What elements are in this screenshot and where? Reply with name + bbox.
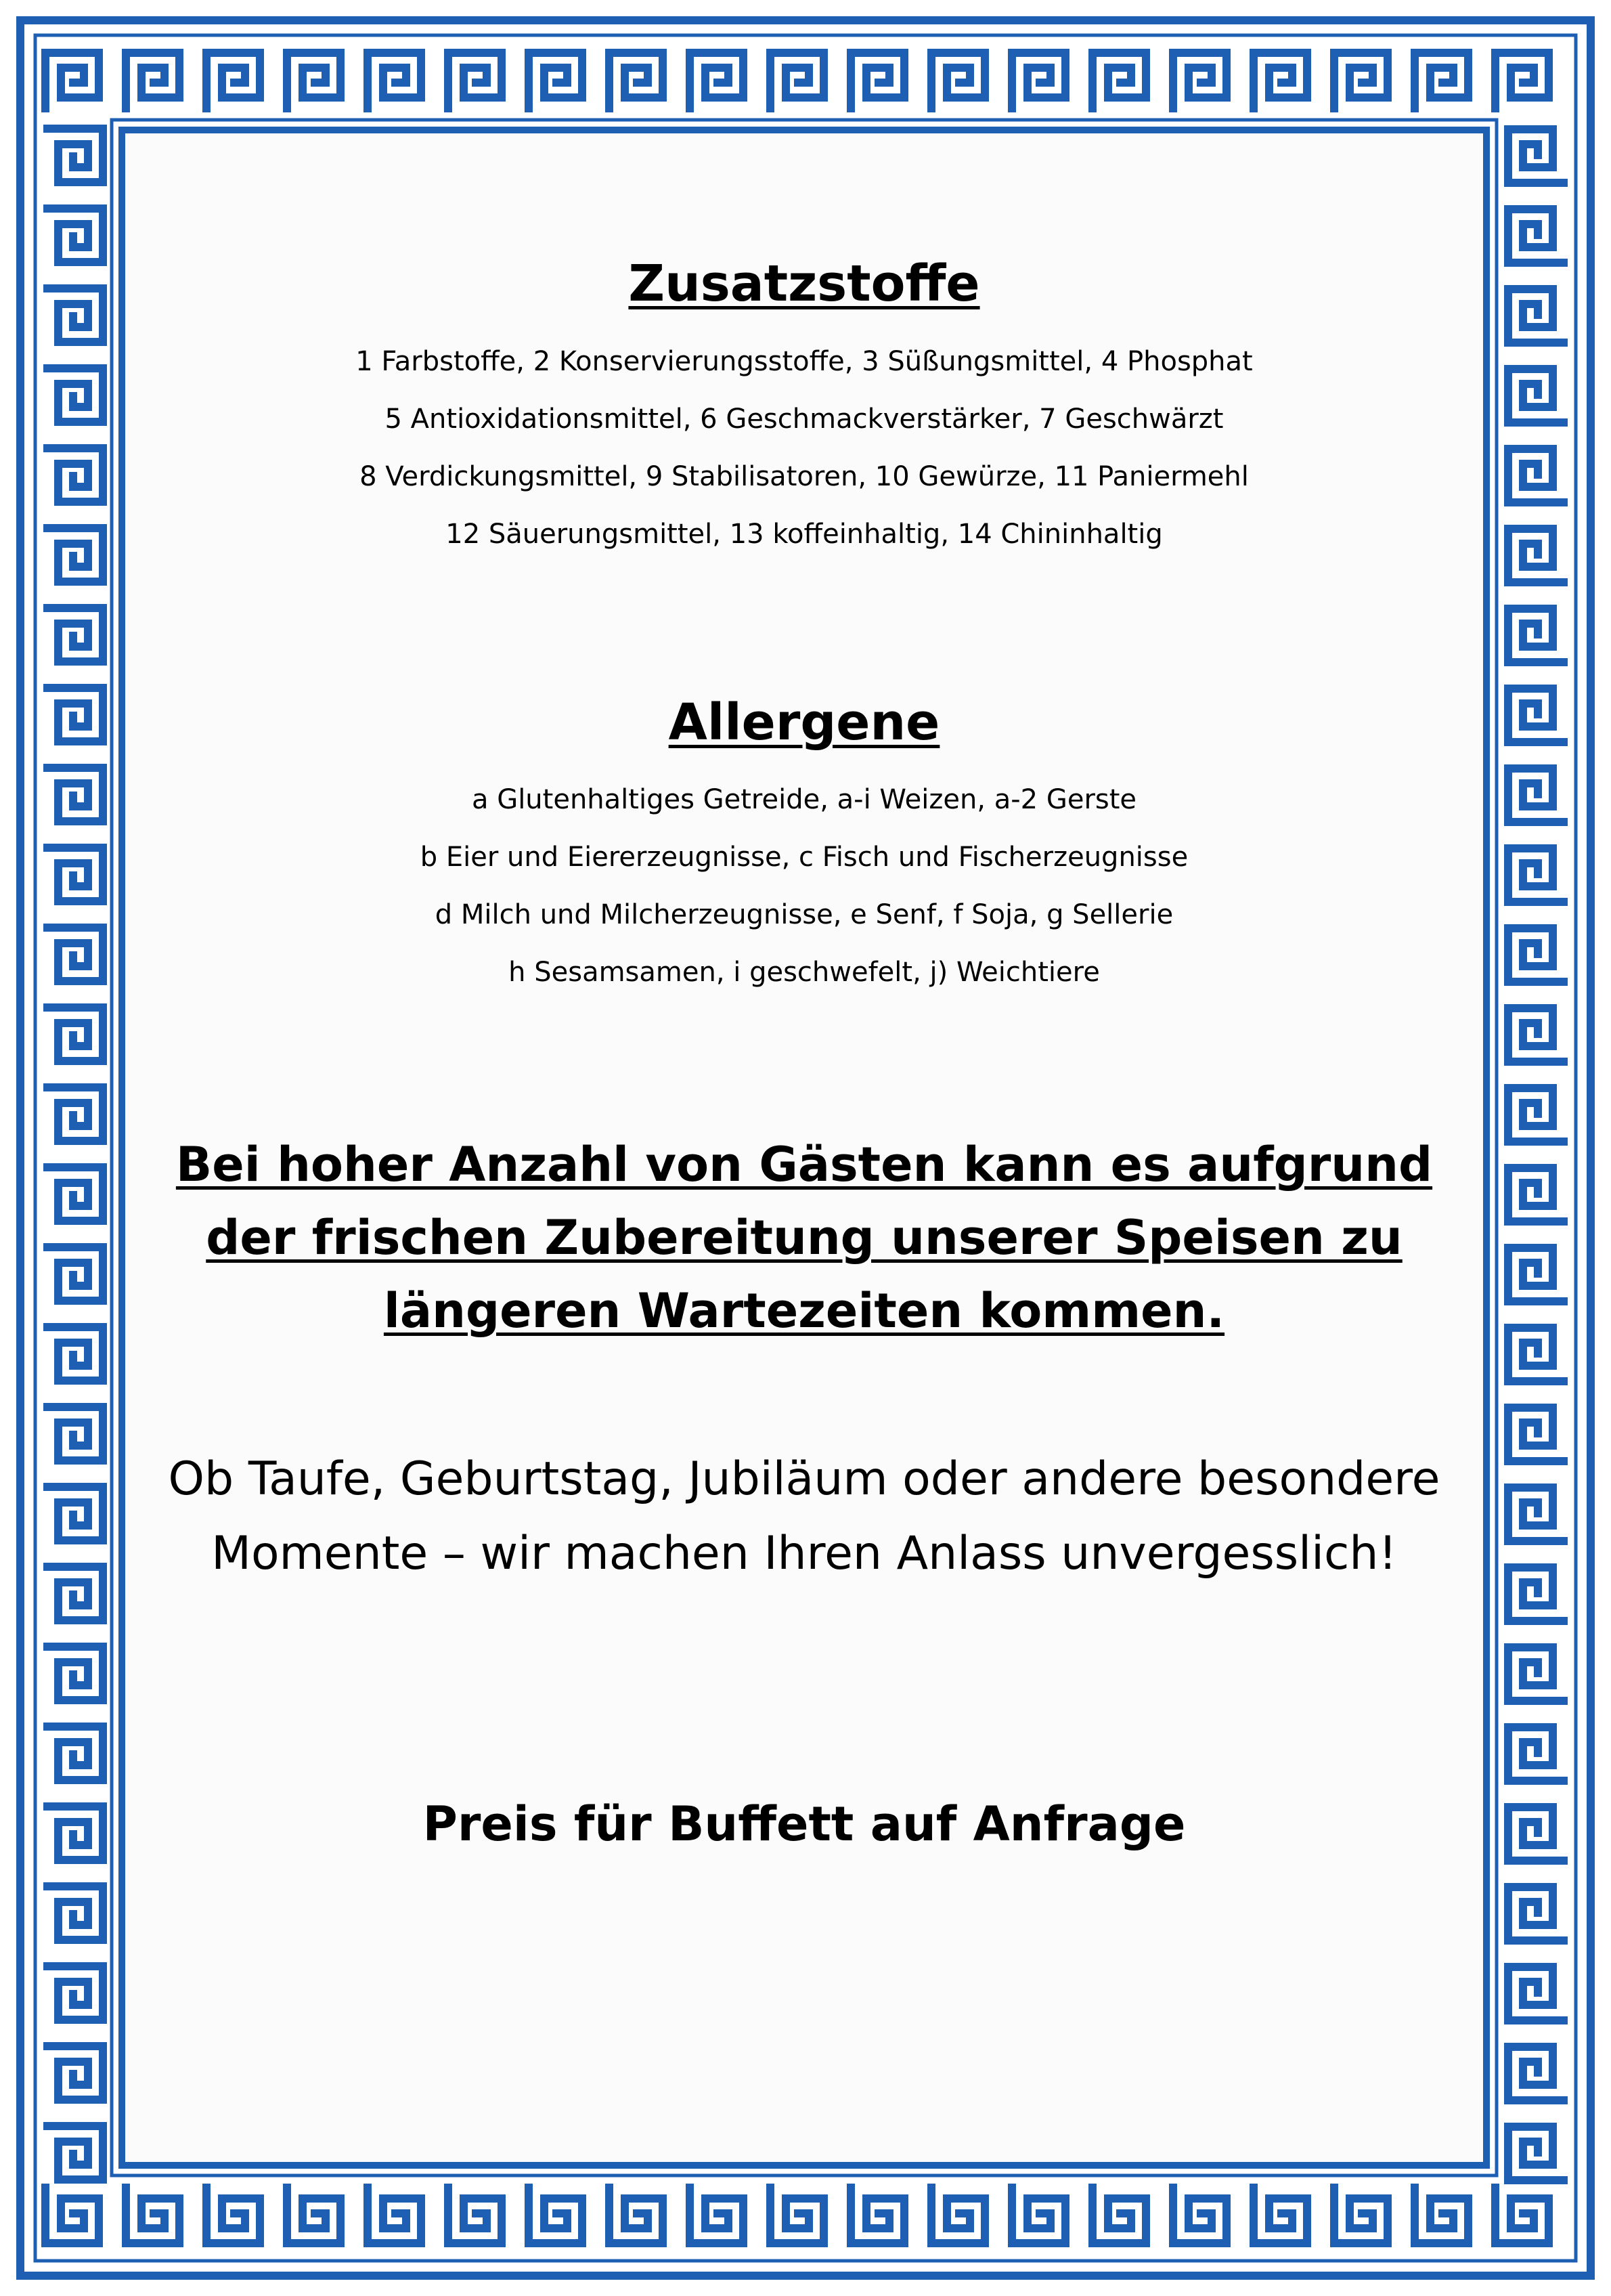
menu-info-page	[122, 130, 1486, 2165]
additives-heading: Zusatzstoffe	[628, 255, 980, 313]
allergens-line: b Eier und Eiererzeugnisse, c Fisch und Fischerzeugnisse	[420, 842, 1189, 873]
allergens-line: a Glutenhaltiges Getreide, a-i Weizen, a-2 Gerste	[471, 784, 1137, 815]
additives-line: 5 Antioxidationsmittel, 6 Geschmackverstärker, 7 Geschwärzt	[384, 404, 1224, 435]
additives-line: 8 Verdickungsmittel, 9 Stabilisatoren, 10 Gewürze, 11 Paniermehl	[359, 461, 1249, 492]
allergens-list	[122, 771, 1486, 1001]
buffet-price-note: Preis für Buffett auf Anfrage	[422, 1796, 1186, 1852]
additives-line: 1 Farbstoffe, 2 Konservierungsstoffe, 3 Süßungsmittel, 4 Phosphat	[355, 346, 1253, 377]
occasion-text: Ob Taufe, Geburtstag, Jubiläum oder andere besondere Momente – wir machen Ihren Anlass unvergesslich!	[168, 1452, 1440, 1580]
waiting-time-notice: Bei hoher Anzahl von Gästen kann es aufgrund der frischen Zubereitung unserer Speisen zu längeren Wartezeiten kommen.	[175, 1137, 1433, 1339]
additives-line: 12 Säuerungsmittel, 13 koffeinhaltig, 14 Chininhaltig	[445, 519, 1163, 550]
allergens-line: h Sesamsamen, i geschwefelt, j) Weichtiere	[508, 957, 1100, 988]
additives-list	[122, 333, 1486, 563]
allergens-line: d Milch und Milcherzeugnisse, e Senf, f Soja, g Sellerie	[435, 899, 1174, 930]
allergens-heading: Allergene	[668, 693, 940, 752]
